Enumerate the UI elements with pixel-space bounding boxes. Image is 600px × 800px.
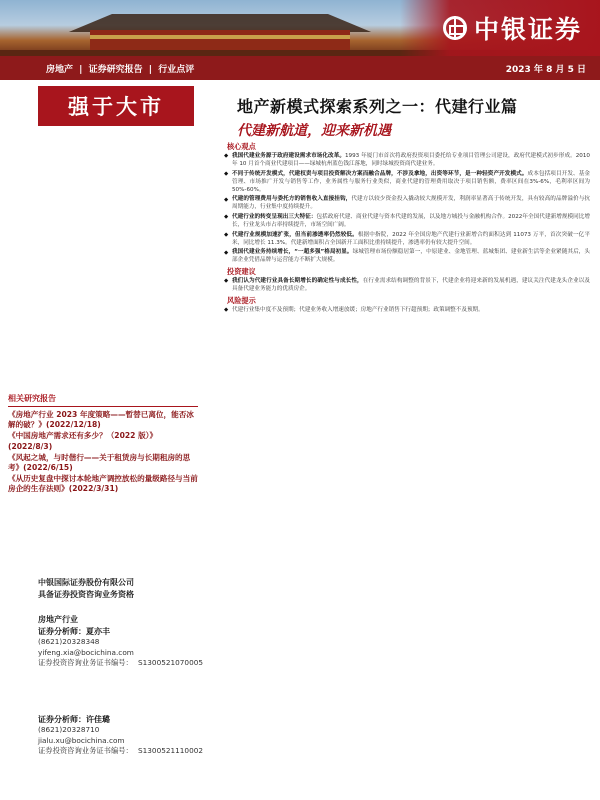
related-report-link[interactable]: 《风起之城，与时偕行——关于租赁房与长期租房的思考》(2022/6/15) [8, 452, 191, 472]
analyst-card [38, 626, 203, 668]
report-topbar [0, 56, 600, 80]
bullet-text: 绿城管理市场份额稳居第一，中原建业、金地管理、蓝城集团、建业新生活等企业紧随其后，头部企业凭借品牌与运营能力不断扩大规模。 [232, 249, 590, 264]
bullet-icon: ◆ [224, 196, 229, 203]
related-report-link[interactable]: 《从历史复盘中探讨本轮地产调控放松的量级路径与当前房企的生存法则》(2022/3/31) [8, 474, 198, 494]
organization-name: 中银国际证券股份有限公司 [38, 578, 134, 587]
section-heading: 风险提示 [227, 296, 256, 306]
section-heading: 投资建议 [227, 267, 256, 277]
logo [400, 0, 600, 56]
bullet-lead: 我国代建业务持续增长，“一超多强”格局初显。 [232, 249, 353, 256]
bullet-lead: 代建行业的转变呈现出三大特征： [232, 213, 317, 220]
bullet-icon: ◆ [224, 249, 229, 256]
analyst-name: 证券分析师：许佳璐 [38, 715, 110, 724]
bullet-icon: ◆ [224, 214, 229, 221]
analyst-email[interactable]: jialu.xu@bocichina.com [38, 735, 125, 745]
report-title: 地产新模式探索系列之一：代建行业篇 [237, 97, 518, 116]
report-subtitle: 代建新航道，迎来新机遇 [237, 123, 391, 139]
breadcrumb-separator: | [148, 64, 153, 75]
bullet-point [224, 196, 590, 212]
bullet-icon: ◆ [224, 307, 229, 314]
related-reports [8, 393, 198, 495]
bullet-text: 在行业需求结构调整的背景下，代建企业将迎来新的发展机遇，建议关注代建龙头企业以及具备代建业务能力的优质房企。 [232, 278, 590, 293]
bullet-point [224, 214, 590, 230]
bullet-point [224, 232, 590, 248]
bullet-point [224, 249, 590, 265]
analyst-license-label: 证券投资咨询业务证书编号： [38, 746, 133, 756]
analyst-license-number: S1300521070005 [138, 658, 203, 668]
bullet-point [224, 153, 590, 169]
related-report-link[interactable]: 《中国房地产需求还有多少？（2022 版）》(2022/8/3) [8, 431, 158, 451]
analyst-email[interactable]: yifeng.xia@bocichina.com [38, 647, 134, 657]
bullet-text: 根据中指院，2022 年全国房地产代建行业新增合约面积达到 11073 万平，首次突破一亿平米，同比增长 11.3%。代建新增面积占全国新开工面积比重持续提升，渗透率仍有较大提升空间。 [232, 231, 590, 246]
report-body [224, 140, 590, 317]
breadcrumb [46, 62, 197, 75]
bullet-text: 包括政府代建、商业代建与资本代建的发展，以及地方城投与金融机构合作。2022年全国代建新增规模同比增长，行业龙头市占率持续提升，市场空间广阔。 [232, 213, 590, 228]
analyst-license-number: S1300521110002 [138, 746, 203, 756]
bullet-lead: 不同于传统开发模式，代建权责与项目投资解决方案而融合品牌，不涉及拿地，出资等环节，是一种轻资产开发模式。 [232, 170, 528, 177]
rating-badge: 强于大市 [38, 86, 194, 126]
analyst-name: 证券分析师：夏亦丰 [38, 627, 110, 636]
breadcrumb-item-sector: 房地产 [46, 64, 74, 75]
bullet-icon: ◆ [224, 231, 229, 238]
report-date: 2023 年 8 月 5 日 [505, 64, 586, 75]
bullet-text: 代建方以较少资金投入撬动较大规模开发，利润率显著高于传统开发，具有较高的品牌溢价与抗周期能力，行业集中度持续提升。 [232, 196, 590, 211]
industry-label: 房地产行业 [38, 615, 78, 624]
bullet-icon: ◆ [224, 153, 229, 160]
bullet-text: 成本包括项目开发、基金管理、市场推广开发与销售等工作，业务属性与服务行业类似，商业代建的管理费用取决于项目销售额，费率区间在3%-6%，毛利率区间为50%-60%。 [232, 170, 590, 193]
bullet-text: 代建行业集中度不及预期；代建业务收入增速放缓；房地产行业销售下行超预期；政策调整不及预期。 [232, 307, 484, 314]
breadcrumb-item-category: 行业点评 [158, 64, 195, 75]
bullet-point [224, 171, 590, 195]
section-heading: 核心观点 [227, 142, 256, 151]
analyst-license [38, 746, 203, 756]
analyst-phone: (8621)20328348 [38, 637, 100, 647]
organization-qualification: 具备证券投资咨询业务资格 [38, 590, 134, 600]
breadcrumb-separator: | [79, 64, 83, 75]
analyst-license-label: 证券投资咨询业务证书编号： [38, 658, 133, 668]
bullet-lead: 我们认为代建行业具备长期增长的确定性与成长性， [232, 278, 363, 285]
bullet-point [224, 278, 590, 294]
analyst-phone: (8621)20328710 [38, 725, 100, 735]
bullet-icon: ◆ [224, 278, 229, 285]
analyst-license [38, 658, 203, 668]
breadcrumb-item-report-type: 证券研究报告 [88, 64, 143, 75]
logo-text: 中银证券 [473, 15, 582, 44]
related-reports-heading: 相关研究报告 [8, 393, 198, 407]
organization-info [38, 577, 198, 602]
bullet-lead: 代建的管理费用与委托方的销售收入直接挂钩， [232, 196, 352, 203]
related-report-link[interactable]: 《房地产行业 2023 年度策略——暂替已离位，能否冰解的破？》(2022/12/18) [8, 410, 194, 430]
bullet-lead: 代建行业规模加速扩张，但当前渗透率仍然较低。 [232, 231, 358, 238]
bullet-icon: ◆ [224, 170, 229, 177]
bank-logo-icon [443, 16, 467, 40]
bullet-point [224, 307, 590, 315]
bullet-text: 1993 年厦门市首次将政府投资项目委托给专业项目管理公司建设，政府代建模式初步形成。2010 年 10 月首个商业代建项目——绿城杭州蓝色钱江落地，同时绿城投资商代建业务。 [232, 153, 590, 167]
analyst-card [38, 714, 203, 756]
bullet-lead: 我国代建业务源于政府建设需求市场化改革。 [232, 153, 345, 159]
